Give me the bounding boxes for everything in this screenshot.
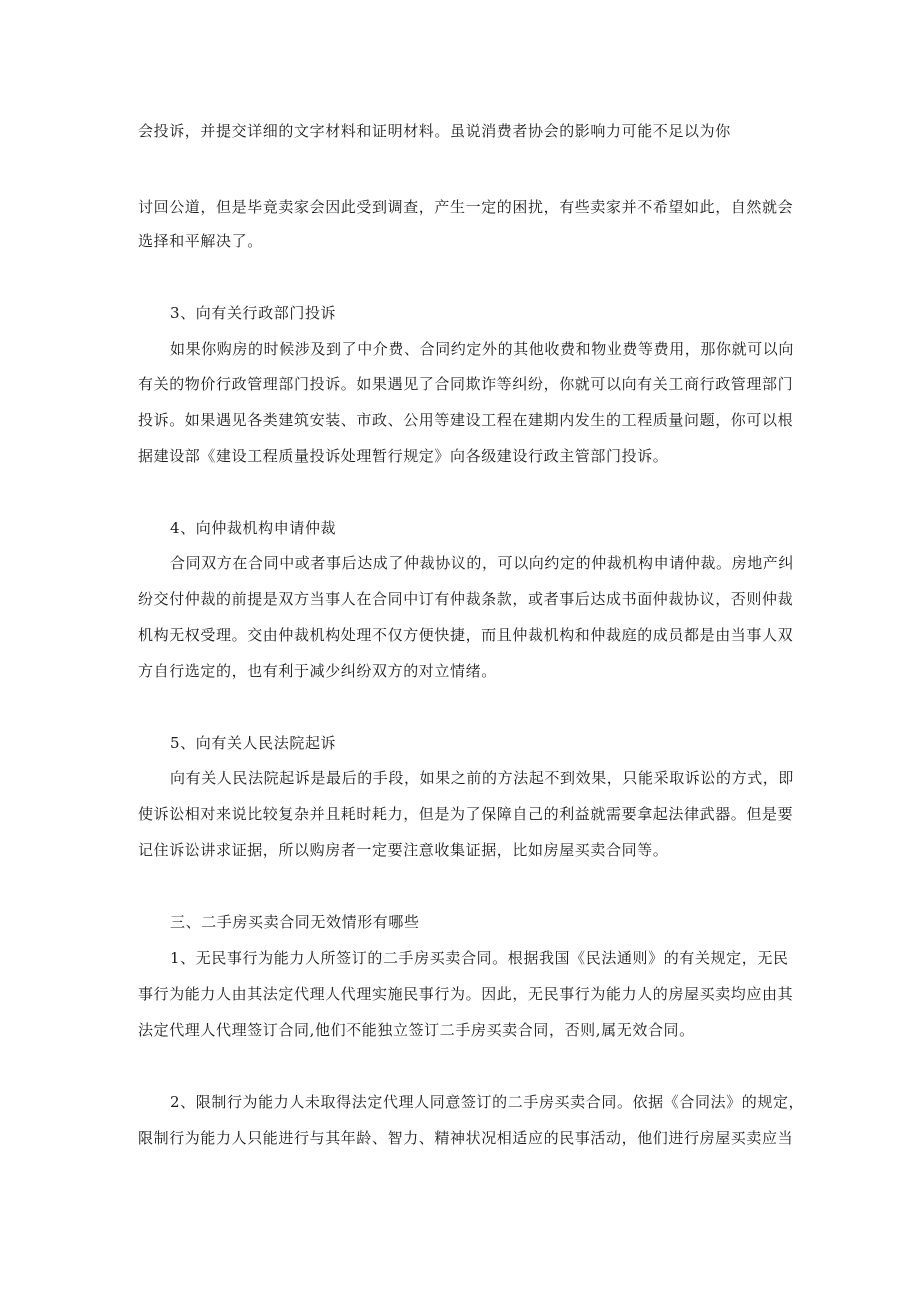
- paragraph-line: 纷交付仲裁的前提是双方当事人在合同中订有仲裁条款，或者事后达成书面仲裁协议，否则仲裁: [138, 590, 794, 608]
- section-heading: 3、向有关行政部门投诉: [170, 304, 337, 322]
- paragraph-line: 投诉。如果遇见各类建筑安装、市政、公用等建设工程在建期内发生的工程质量问题，你可以根: [138, 411, 794, 429]
- section-heading: 4、向仲裁机构申请仲裁: [170, 519, 337, 537]
- paragraph-line: 事行为能力人由其法定代理人代理实施民事行为。因此，无民事行为能力人的房屋买卖均应由其: [138, 985, 794, 1003]
- section-heading: 5、向有关人民法院起诉: [170, 734, 337, 752]
- paragraph-line: 限制行为能力人只能进行与其年龄、智力、精神状况相适应的民事活动，他们进行房屋买卖应当: [138, 1129, 794, 1147]
- paragraph-line: 有关的物价行政管理部门投诉。如果遇见了合同欺诈等纠纷，你就可以向有关工商行政管理部门: [138, 375, 794, 393]
- paragraph-line: 讨回公道，但是毕竟卖家会因此受到调查，产生一定的困扰，有些卖家并不希望如此，自然就会: [138, 198, 794, 216]
- paragraph-line: 机构无权受理。交由仲裁机构处理不仅方便快捷，而且仲裁机构和仲裁庭的成员都是由当事人双: [138, 626, 794, 644]
- paragraph-line: 法定代理人代理签订合同,他们不能独立签订二手房买卖合同，否则,属无效合同。: [138, 1021, 695, 1039]
- paragraph-line: 向有关人民法院起诉是最后的手段，如果之前的方法起不到效果，只能采取诉讼的方式，即: [170, 769, 795, 787]
- paragraph-line: 选择和平解决了。: [138, 232, 263, 250]
- paragraph-line: 记住诉讼讲求证据，所以购房者一定要注意收集证据，比如房屋买卖合同等。: [138, 841, 669, 859]
- paragraph-line: 2、限制行为能力人未取得法定代理人同意签订的二手房买卖合同。依据《合同法》的规定，: [170, 1093, 805, 1111]
- paragraph-line: 1、无民事行为能力人所签订的二手房买卖合同。根据我国《民法通则》的有关规定，无民: [170, 949, 789, 967]
- section-title: 三、二手房买卖合同无效情形有哪些: [170, 913, 420, 931]
- paragraph-line: 会投诉，并提交详细的文字材料和证明材料。虽说消费者协会的影响力可能不足以为你: [138, 122, 731, 140]
- paragraph-line: 合同双方在合同中或者事后达成了仲裁协议的，可以向约定的仲裁机构申请仲裁。房地产纠: [170, 554, 795, 572]
- paragraph-line: 使诉讼相对来说比较复杂并且耗时耗力，但是为了保障自己的利益就需要拿起法律武器。但是要: [138, 805, 794, 823]
- paragraph-line: 方自行选定的，也有利于减少纠纷双方的对立情绪。: [138, 662, 497, 680]
- paragraph-line: 据建设部《建设工程质量投诉处理暂行规定》向各级建设行政主管部门投诉。: [138, 447, 669, 465]
- paragraph-line: 如果你购房的时候涉及到了中介费、合同约定外的其他收费和物业费等费用，那你就可以向: [170, 340, 795, 358]
